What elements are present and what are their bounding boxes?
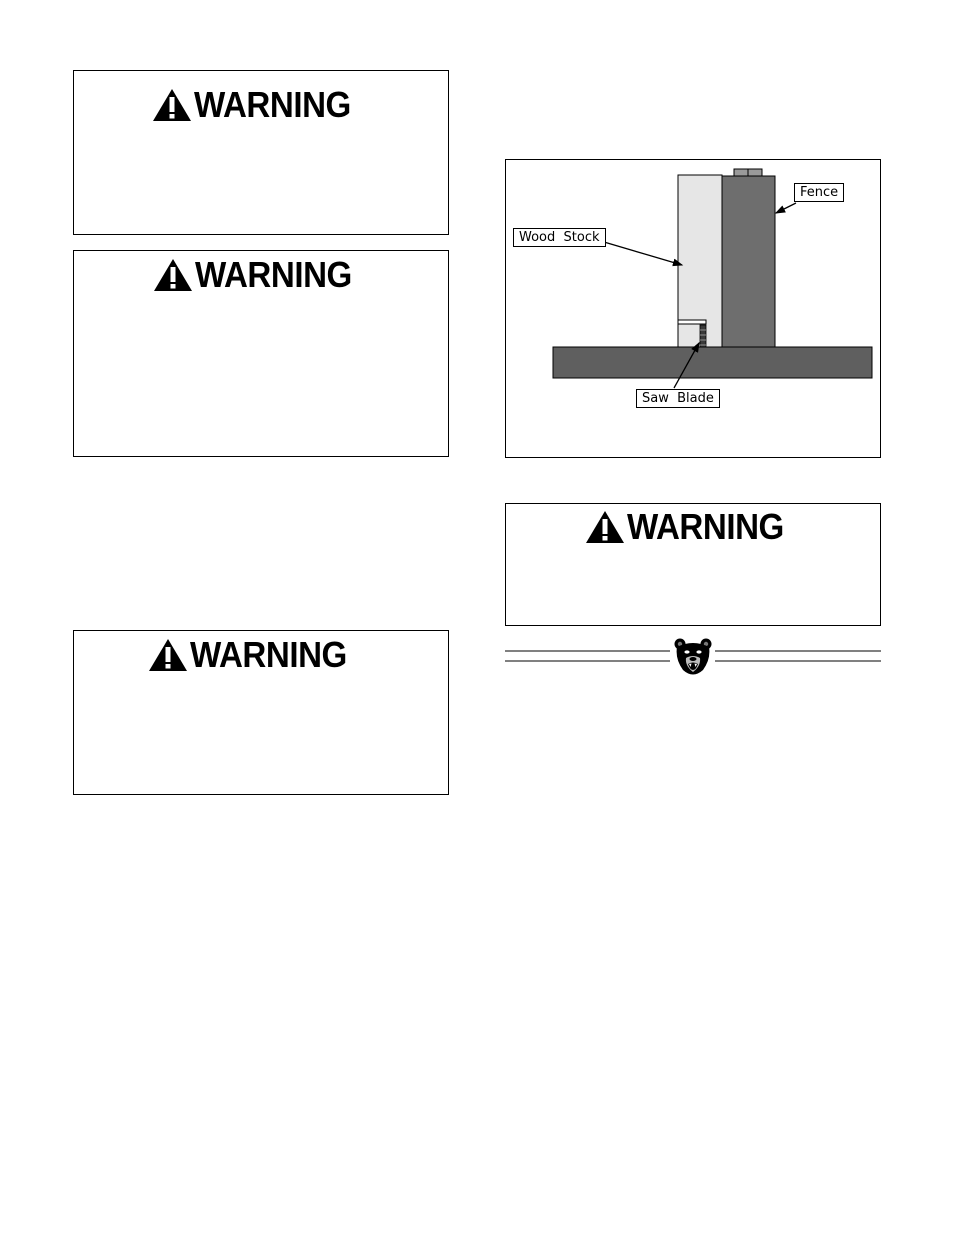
fence-leader — [776, 203, 796, 213]
section-divider — [505, 636, 881, 678]
warning-triangle-icon — [153, 258, 193, 292]
table-shape — [553, 347, 872, 378]
warning-title: WARNING — [194, 254, 352, 295]
fence-label: Fence — [794, 183, 844, 202]
wood-stock-label: Wood Stock — [513, 228, 606, 247]
saw-blade-label: Saw Blade — [636, 389, 720, 408]
warning-triangle-icon — [585, 510, 625, 544]
warning-box-1 — [73, 70, 449, 235]
fence-diagram-drawing — [506, 160, 880, 457]
warning-header — [60, 634, 448, 675]
warning-header — [70, 254, 448, 295]
warning-title: WARNING — [189, 634, 347, 675]
bear-head-icon — [675, 639, 712, 675]
saw-blade-shape — [700, 325, 706, 347]
warning-title: WARNING — [626, 506, 784, 547]
warning-triangle-icon — [148, 638, 188, 672]
wood-stock-groove — [678, 320, 706, 324]
warning-box-2 — [73, 250, 449, 457]
fence-diagram — [505, 159, 881, 458]
warning-triangle-icon — [152, 88, 192, 122]
warning-header — [68, 84, 448, 125]
warning-box-4 — [505, 503, 881, 626]
warning-header — [502, 506, 880, 547]
fence-shape — [722, 176, 775, 350]
wood-stock-leader — [604, 242, 682, 265]
warning-box-3 — [73, 630, 449, 795]
warning-title: WARNING — [193, 84, 351, 125]
